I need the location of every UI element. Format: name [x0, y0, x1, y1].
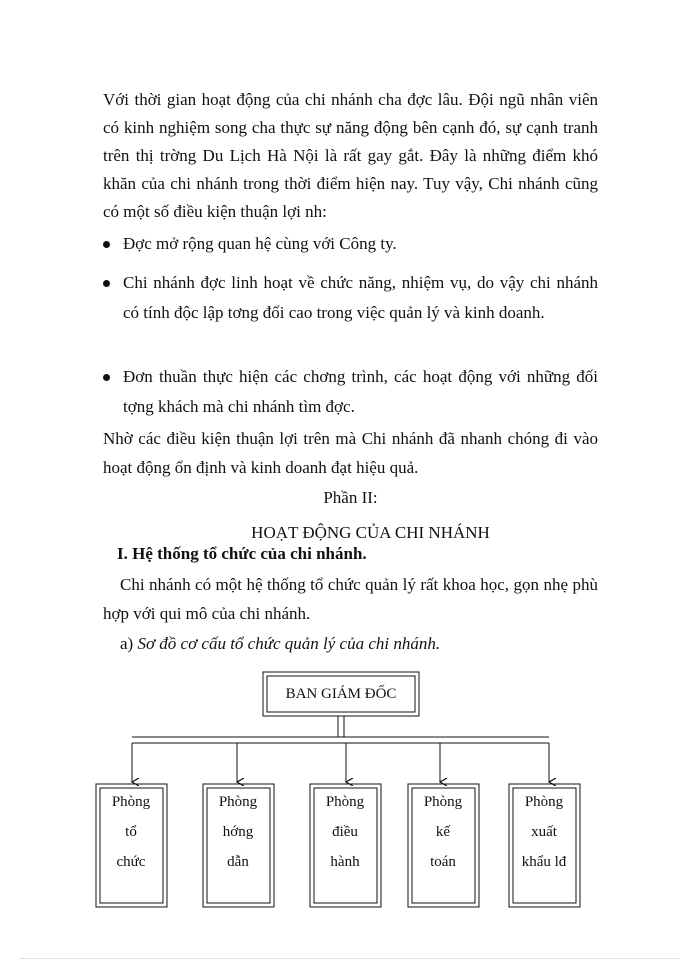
subsection-text: Sơ đồ cơ cấu tổ chức quản lý của chi nhánh.	[137, 634, 441, 653]
bullet-text-3: Đơn thuần thực hiện các chơng trình, các hoạt động với những đối tợng khách mà chi nhánh tìm đợc.	[123, 367, 598, 416]
dept-4-line-2: kế	[435, 824, 451, 840]
intro-paragraph: Với thời gian hoạt động của chi nhánh cha đợc lâu. Đội ngũ nhân viên có kinh nghiệm song cha thực sự năng động bên cạnh đó, sự cạnh tranh trên thị trờng Du Lịch Hà Nội là rất gay gắt. Đây là những điểm khó khăn của chi nhánh trong thời điểm hiện nay. Tuy vậy, Chi nhánh cũng có một số điều kiện thuận lợi nh:	[103, 90, 598, 221]
org-dept-box-5	[509, 784, 580, 907]
dept-1-line-1: Phòng	[111, 794, 151, 810]
org-root-label: BAN GIÁM ĐỐC	[285, 686, 397, 702]
org-dept-box-1	[96, 784, 167, 907]
dept-5-line-3: khẩu lđ	[521, 854, 567, 870]
part-title: HOẠT ĐỘNG CỦA CHI NHÁNH	[251, 523, 490, 542]
org-connectors	[132, 716, 549, 782]
subsection-prefix: a)	[120, 634, 134, 653]
dept-2-line-1: Phòng	[218, 794, 258, 810]
dept-3-line-2: điều	[332, 824, 358, 840]
part-label: Phần II:	[323, 488, 378, 507]
section-paragraph: Chi nhánh có một hệ thống tổ chức quản lý rất khoa học, gọn nhẹ phù hợp với qui mô của chi nhánh.	[103, 575, 598, 623]
dept-1-line-2: tổ	[125, 824, 137, 840]
dept-4-line-3: toán	[430, 854, 456, 870]
bullet-text-1: Đợc mở rộng quan hệ cùng với Công ty.	[123, 234, 397, 253]
dept-2-line-3: dẫn	[227, 854, 249, 870]
dept-1-line-3: chức	[116, 854, 146, 870]
dept-5-line-1: Phòng	[524, 794, 564, 810]
org-dept-box-4	[408, 784, 479, 907]
org-dept-box-2	[203, 784, 274, 907]
page-bottom-rule	[20, 958, 680, 959]
closing-paragraph: Nhờ các điều kiện thuận lợi trên mà Chi nhánh đã nhanh chóng đi vào hoạt động ổn định và kinh doanh đạt hiệu quả.	[103, 429, 598, 477]
dept-3-line-1: Phòng	[325, 794, 365, 810]
dept-3-line-3: hành	[330, 854, 360, 870]
org-dept-box-3	[310, 784, 381, 907]
org-root-box	[263, 672, 419, 716]
dept-5-line-2: xuất	[531, 824, 557, 840]
bullet-text-2: Chi nhánh đợc linh hoạt về chức năng, nhiệm vụ, do vậy chi nhánh có tính độc lập tơng đối cao trong việc quản lý và kinh doanh.	[123, 273, 598, 322]
section-heading: I. Hệ thống tổ chức của chi nhánh.	[117, 544, 367, 563]
dept-2-line-2: hớng	[222, 824, 254, 840]
dept-4-line-1: Phòng	[423, 794, 463, 810]
